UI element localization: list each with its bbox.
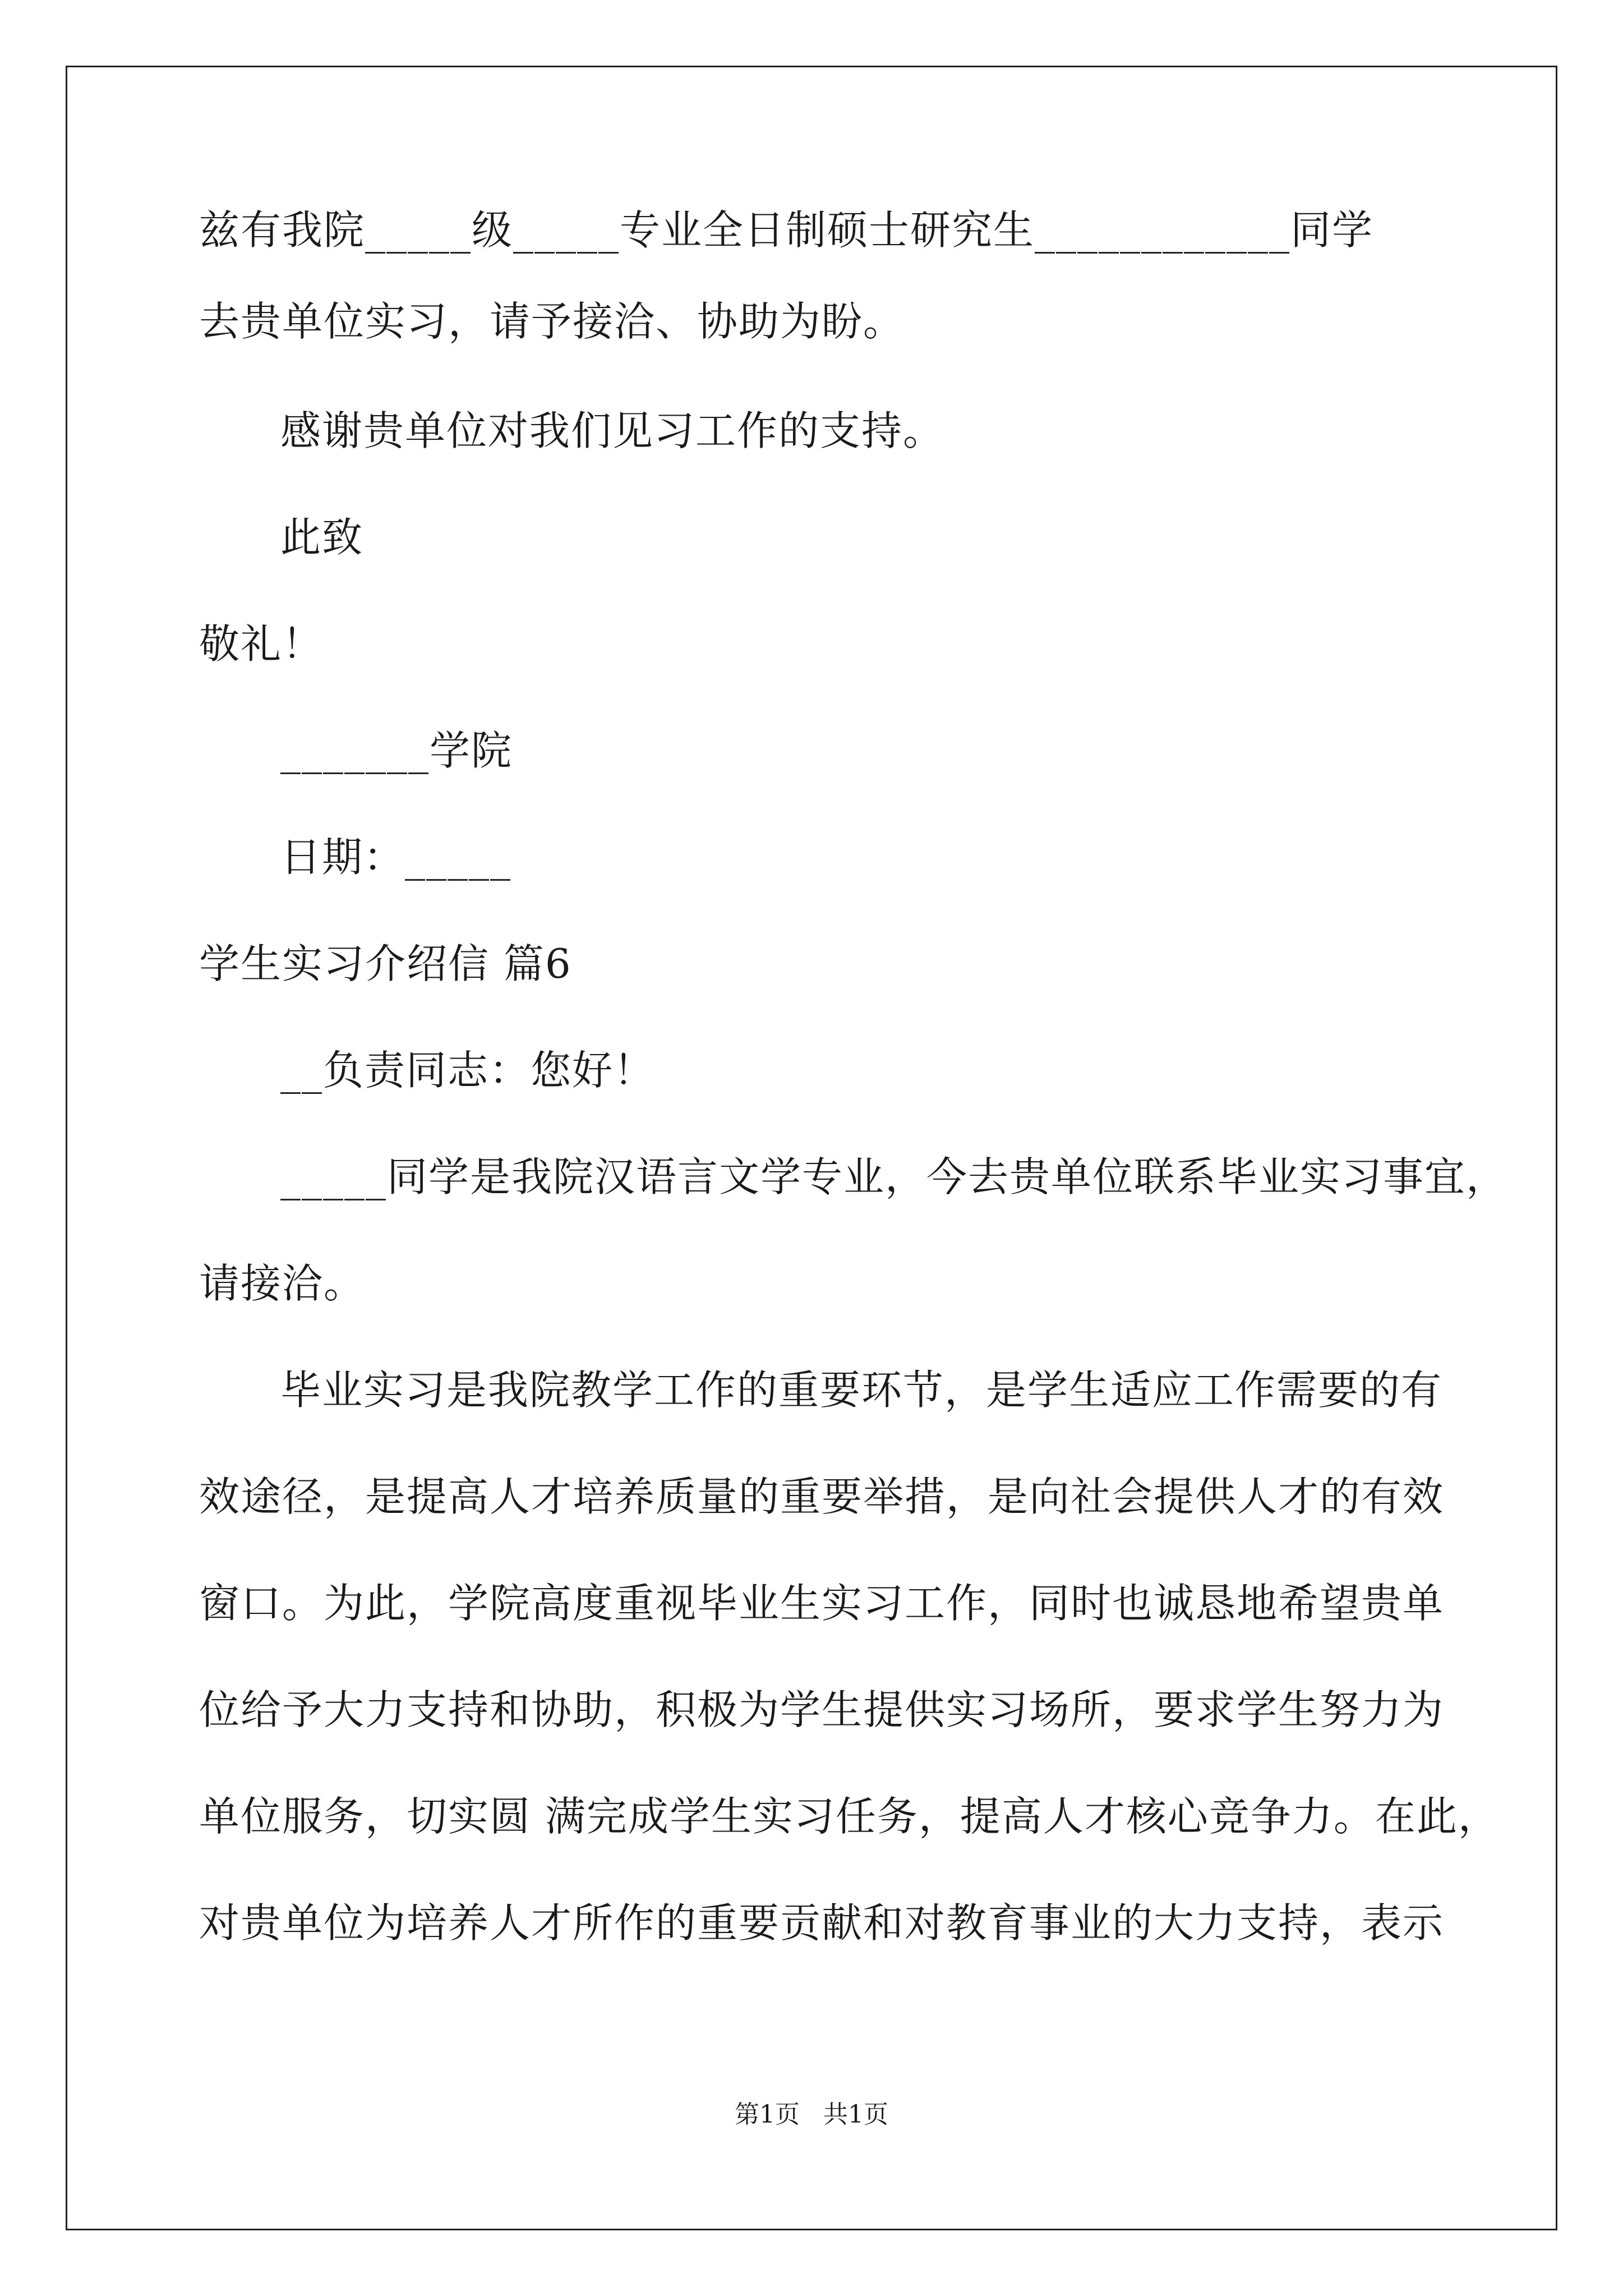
signature-line: _______学院 (280, 727, 513, 774)
paragraph-line: 感谢贵单位对我们见习工作的支持。 (280, 407, 945, 454)
section-heading: 学生实习介绍信 篇6 (199, 940, 572, 987)
date-line: 日期：_____ (280, 834, 512, 881)
paragraph-line: 位给予大力支持和协助，积极为学生提供实习场所，要求学生努力为 (199, 1686, 1445, 1733)
paragraph-line: _____同学是我院汉语言文学专业，今去贵单位联系毕业实习事宜， (280, 1153, 1508, 1200)
paragraph-line: 毕业实习是我院教学工作的重要环节，是学生适应工作需要的有 (280, 1366, 1443, 1414)
paragraph-line: 对贵单位为培养人才所作的重要贡献和对教育事业的大力支持，表示 (199, 1899, 1445, 1947)
paragraph-line: 单位服务，切实圆 满完成学生实习任务，提高人才核心竞争力。在此， (199, 1793, 1500, 1840)
paragraph-line: 效途径，是提高人才培养质量的重要举措，是向社会提供人才的有效 (199, 1473, 1445, 1520)
paragraph-line: 请接洽。 (199, 1260, 366, 1307)
page-footer: 第1页 共1页 (735, 2100, 888, 2129)
paragraph-line: 去贵单位实习，请予接洽、协助为盼。 (199, 298, 905, 345)
paragraph-line: 窗口。为此，学院高度重视毕业生实习工作，同时也诚恳地希望贵单 (199, 1580, 1445, 1627)
paragraph-line: 兹有我院_____级_____专业全日制硕士研究生____________同学 (199, 206, 1374, 254)
salutation-line: 敬礼！ (199, 620, 324, 668)
salutation-line: 此致 (280, 514, 364, 561)
greeting-line: __负责同志：您好！ (280, 1047, 656, 1094)
